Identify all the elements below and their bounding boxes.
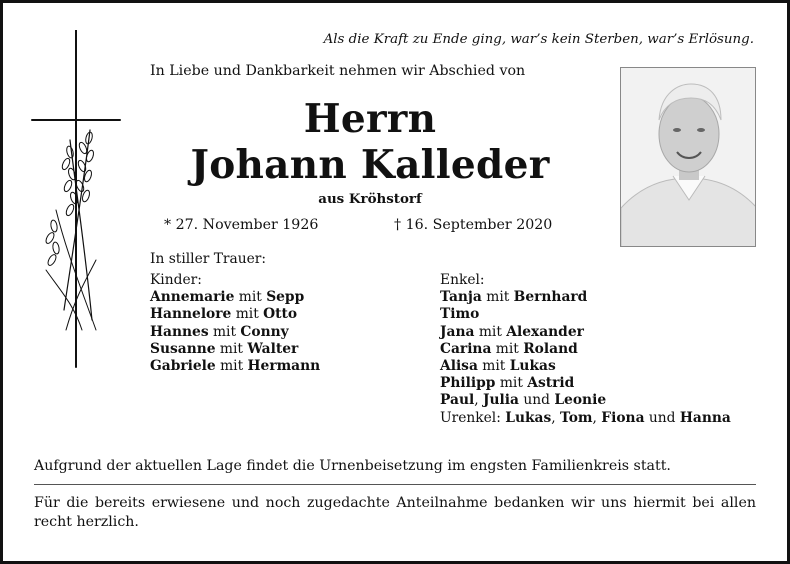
burial-notice: Aufgrund der aktuellen Lage findet die Urnenbeisetzung im engsten Familienkreis statt. bbox=[34, 458, 671, 474]
death-date: † 16. September 2020 bbox=[394, 217, 553, 233]
origin: aus Kröhstorf bbox=[318, 191, 422, 207]
mourning-label: In stiller Trauer: bbox=[150, 251, 267, 267]
thanks-text: Für die bereits erwiesene und noch zugedachte Anteilnahme bedanken wir uns hiermit bei allen recht herzlich. bbox=[34, 495, 756, 530]
great-grandchildren-item: Urenkel: Lukas, Tom, Fiona und Hanna bbox=[440, 409, 731, 426]
birth-date: * 27. November 1926 bbox=[164, 217, 319, 233]
grandchildren-list bbox=[440, 272, 731, 427]
deceased-name: Johann Kalleder bbox=[190, 142, 550, 188]
list-item: Annemarie mit Sepp bbox=[150, 289, 305, 306]
list-item: Carina mit Roland bbox=[440, 340, 578, 357]
cross-with-wheat-icon bbox=[26, 30, 126, 370]
list-item: Susanne mit Walter bbox=[150, 340, 299, 357]
list-item: Paul, Julia und Leonie bbox=[440, 392, 607, 409]
name-block bbox=[150, 96, 590, 207]
motto: Als die Kraft zu Ende ging, war’s kein Sterben, war’s Erlösung. bbox=[323, 32, 754, 47]
salutation: Herrn bbox=[303, 96, 437, 142]
portrait-photo bbox=[620, 67, 756, 247]
list-item: Gabriele mit Hermann bbox=[150, 358, 321, 375]
list-item: Jana mit Alexander bbox=[440, 323, 584, 340]
grandchildren-label: Enkel: bbox=[440, 272, 485, 288]
list-item: Tanja mit Bernhard bbox=[440, 289, 588, 306]
list-item: Timo bbox=[440, 306, 480, 323]
list-item: Philipp mit Astrid bbox=[440, 375, 575, 392]
list-item: Hannelore mit Otto bbox=[150, 306, 298, 323]
intro-text: In Liebe und Dankbarkeit nehmen wir Abschied von bbox=[150, 63, 526, 79]
children-label: Kinder: bbox=[150, 272, 202, 288]
list-item: Hannes mit Conny bbox=[150, 323, 289, 340]
divider bbox=[34, 484, 756, 485]
list-item: Alisa mit Lukas bbox=[440, 358, 556, 375]
children-list bbox=[150, 272, 320, 375]
